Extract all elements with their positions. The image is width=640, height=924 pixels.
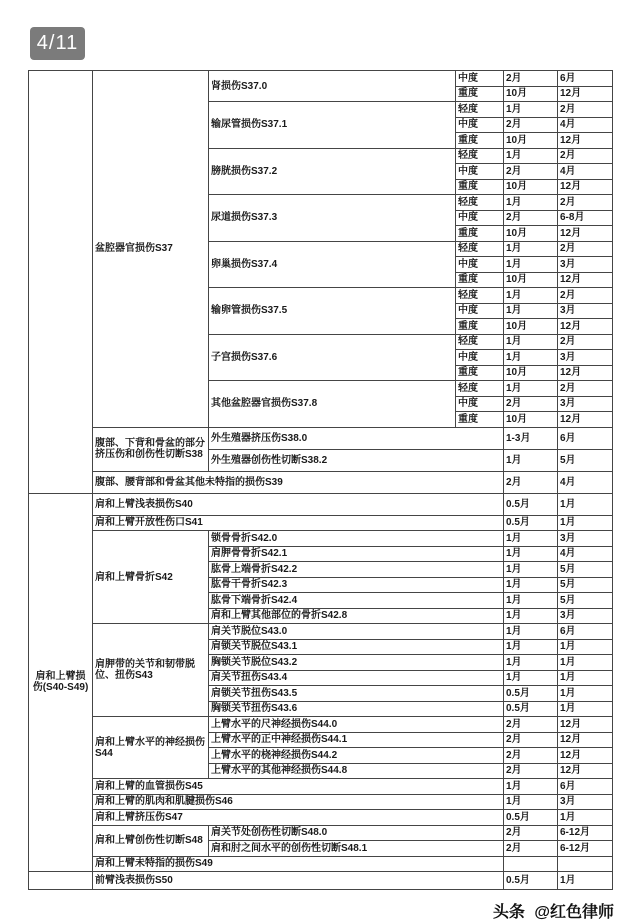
injury-name-cell: 上臂水平的尺神经损伤S44.0	[209, 717, 504, 733]
severity-cell: 中度	[456, 71, 504, 87]
duration-value-cell: 3月	[558, 350, 613, 366]
table-row	[29, 427, 613, 449]
duration-value-cell: 1月	[504, 624, 558, 640]
table-row	[29, 493, 613, 515]
duration-value-cell: 2月	[558, 195, 613, 211]
table-row	[29, 531, 613, 547]
duration-value-cell: 1月	[558, 701, 613, 717]
duration-value-cell: 2月	[558, 334, 613, 350]
injury-name-cell: 肩和肘之间水平的创伤性切断S48.1	[209, 841, 504, 857]
injury-name-cell: 胸锁关节脱位S43.2	[209, 655, 504, 671]
duration-value-cell: 1月	[558, 515, 613, 531]
duration-value-cell	[558, 856, 613, 872]
injury-table	[28, 70, 613, 890]
duration-value-cell: 6月	[558, 624, 613, 640]
duration-value-cell: 3月	[558, 396, 613, 412]
duration-value-cell: 2月	[504, 748, 558, 764]
duration-value-cell: 3月	[558, 531, 613, 547]
duration-value-cell: 1月	[558, 686, 613, 702]
duration-value-cell: 2月	[504, 71, 558, 87]
duration-value-cell: 10月	[504, 226, 558, 242]
subcategory-cell: 肩和上臂的肌肉和肌腱损伤S46	[93, 794, 504, 810]
duration-value-cell: 2月	[558, 102, 613, 118]
duration-value-cell: 5月	[558, 577, 613, 593]
duration-value-cell: 1月	[504, 577, 558, 593]
subcategory-cell: 肩和上臂骨折S42	[93, 531, 209, 624]
duration-value-cell: 2月	[504, 396, 558, 412]
major-category-cell: 肩和上臂损伤(S40-S49)	[29, 493, 93, 872]
subcategory-cell: 肩胛带的关节和韧带脱位、扭伤S43	[93, 624, 209, 717]
table-row	[29, 856, 613, 872]
duration-value-cell: 5月	[558, 593, 613, 609]
severity-cell: 中度	[456, 396, 504, 412]
duration-value-cell: 3月	[558, 608, 613, 624]
duration-value-cell: 2月	[504, 763, 558, 779]
duration-value-cell: 10月	[504, 412, 558, 428]
duration-value-cell: 6-8月	[558, 210, 613, 226]
duration-value-cell: 12月	[558, 763, 613, 779]
duration-value-cell: 6月	[558, 779, 613, 795]
duration-value-cell: 1月	[558, 872, 613, 890]
injury-name-cell: 肱骨下端骨折S42.4	[209, 593, 504, 609]
duration-value-cell: 12月	[558, 717, 613, 733]
duration-value-cell: 1月	[558, 639, 613, 655]
duration-value-cell: 0.5月	[504, 810, 558, 826]
subcategory-cell: 肩和上臂挤压伤S47	[93, 810, 504, 826]
severity-cell: 中度	[456, 210, 504, 226]
severity-cell: 中度	[456, 117, 504, 133]
subcategory-cell: 肩和上臂的血管损伤S45	[93, 779, 504, 795]
duration-value-cell	[504, 856, 558, 872]
duration-value-cell: 1月	[504, 102, 558, 118]
duration-value-cell: 12月	[558, 86, 613, 102]
severity-cell: 重度	[456, 226, 504, 242]
duration-value-cell: 1月	[504, 257, 558, 273]
duration-value-cell: 1月	[558, 655, 613, 671]
duration-value-cell: 6月	[558, 427, 613, 449]
severity-cell: 轻度	[456, 195, 504, 211]
duration-value-cell: 1月	[504, 303, 558, 319]
severity-cell: 重度	[456, 412, 504, 428]
duration-value-cell: 1月	[504, 449, 558, 471]
injury-name-cell: 肩关节脱位S43.0	[209, 624, 504, 640]
duration-value-cell: 12月	[558, 748, 613, 764]
duration-value-cell: 10月	[504, 133, 558, 149]
subcategory-cell: 盆腔器官损伤S37	[93, 71, 209, 428]
duration-value-cell: 1月	[504, 195, 558, 211]
watermark	[493, 899, 614, 922]
duration-value-cell: 3月	[558, 257, 613, 273]
severity-cell: 中度	[456, 164, 504, 180]
injury-name-cell: 上臂水平的桡神经损伤S44.2	[209, 748, 504, 764]
duration-value-cell: 2月	[504, 825, 558, 841]
duration-value-cell: 2月	[504, 210, 558, 226]
duration-value-cell: 1月	[504, 350, 558, 366]
duration-value-cell: 1月	[504, 148, 558, 164]
severity-cell: 重度	[456, 319, 504, 335]
injury-table-body	[29, 71, 613, 890]
duration-value-cell: 1月	[504, 593, 558, 609]
severity-cell: 轻度	[456, 241, 504, 257]
severity-cell: 重度	[456, 272, 504, 288]
severity-cell: 轻度	[456, 334, 504, 350]
table-row	[29, 624, 613, 640]
duration-value-cell: 2月	[504, 732, 558, 748]
injury-name-cell: 肩关节处创伤性切断S48.0	[209, 825, 504, 841]
duration-value-cell: 2月	[504, 717, 558, 733]
duration-value-cell: 10月	[504, 179, 558, 195]
duration-value-cell: 0.5月	[504, 686, 558, 702]
injury-name-cell: 锁骨骨折S42.0	[209, 531, 504, 547]
severity-cell: 重度	[456, 365, 504, 381]
injury-name-cell: 上臂水平的正中神经损伤S44.1	[209, 732, 504, 748]
table-row	[29, 872, 613, 890]
injury-name-cell: 肱骨上端骨折S42.2	[209, 562, 504, 578]
duration-value-cell: 12月	[558, 732, 613, 748]
subcategory-cell: 腹部、下背和骨盆的部分挤压伤和创伤性切断S38	[93, 427, 209, 471]
duration-value-cell: 6月	[558, 71, 613, 87]
injury-name-cell: 输尿管损伤S37.1	[209, 102, 456, 149]
severity-cell: 轻度	[456, 381, 504, 397]
duration-value-cell: 1月	[504, 531, 558, 547]
duration-value-cell: 1月	[504, 639, 558, 655]
subcategory-cell: 腹部、腰背部和骨盆其他未特指的损伤S39	[93, 471, 504, 493]
table-row	[29, 717, 613, 733]
watermark-handle: @红色律师	[534, 904, 614, 921]
duration-value-cell: 12月	[558, 365, 613, 381]
severity-cell: 中度	[456, 257, 504, 273]
duration-value-cell: 1-3月	[504, 427, 558, 449]
duration-value-cell: 12月	[558, 226, 613, 242]
injury-name-cell: 上臂水平的其他神经损伤S44.8	[209, 763, 504, 779]
duration-value-cell: 2月	[504, 841, 558, 857]
watermark-brand: 头条	[492, 904, 525, 921]
injury-name-cell: 输卵管损伤S37.5	[209, 288, 456, 335]
table-container	[28, 70, 613, 890]
severity-cell: 重度	[456, 86, 504, 102]
duration-value-cell: 3月	[558, 303, 613, 319]
severity-cell: 中度	[456, 350, 504, 366]
injury-name-cell: 肩锁关节扭伤S43.5	[209, 686, 504, 702]
duration-value-cell: 12月	[558, 319, 613, 335]
injury-name-cell: 膀胱损伤S37.2	[209, 148, 456, 195]
injury-name-cell: 肩胛骨骨折S42.1	[209, 546, 504, 562]
duration-value-cell: 12月	[558, 272, 613, 288]
duration-value-cell: 2月	[558, 381, 613, 397]
table-row	[29, 515, 613, 531]
table-row	[29, 810, 613, 826]
duration-value-cell: 0.5月	[504, 515, 558, 531]
duration-value-cell: 10月	[504, 86, 558, 102]
duration-value-cell: 6-12月	[558, 841, 613, 857]
injury-name-cell: 肩锁关节脱位S43.1	[209, 639, 504, 655]
duration-value-cell: 10月	[504, 272, 558, 288]
table-row	[29, 794, 613, 810]
duration-value-cell: 1月	[504, 655, 558, 671]
page-number-badge: 4/11	[30, 27, 85, 60]
duration-value-cell: 6-12月	[558, 825, 613, 841]
duration-value-cell: 12月	[558, 179, 613, 195]
injury-name-cell: 肩关节扭伤S43.4	[209, 670, 504, 686]
injury-name-cell: 子宫损伤S37.6	[209, 334, 456, 381]
duration-value-cell: 1月	[558, 493, 613, 515]
subcategory-cell: 肩和上臂创伤性切断S48	[93, 825, 209, 856]
duration-value-cell: 10月	[504, 319, 558, 335]
duration-value-cell: 4月	[558, 471, 613, 493]
subcategory-cell: 肩和上臂开放性伤口S41	[93, 515, 504, 531]
severity-cell: 重度	[456, 179, 504, 195]
duration-value-cell: 2月	[558, 148, 613, 164]
duration-value-cell: 1月	[504, 546, 558, 562]
duration-value-cell: 12月	[558, 412, 613, 428]
duration-value-cell: 3月	[558, 794, 613, 810]
duration-value-cell: 1月	[558, 810, 613, 826]
injury-name-cell: 肾损伤S37.0	[209, 71, 456, 102]
severity-cell: 轻度	[456, 102, 504, 118]
severity-cell: 轻度	[456, 288, 504, 304]
injury-name-cell: 肩和上臂其他部位的骨折S42.8	[209, 608, 504, 624]
duration-value-cell: 0.5月	[504, 872, 558, 890]
subcategory-cell: 前臂浅表损伤S50	[93, 872, 504, 890]
subcategory-cell: 肩和上臂浅表损伤S40	[93, 493, 504, 515]
duration-value-cell: 1月	[504, 241, 558, 257]
duration-value-cell: 12月	[558, 133, 613, 149]
duration-value-cell: 1月	[504, 670, 558, 686]
injury-name-cell: 卵巢损伤S37.4	[209, 241, 456, 288]
severity-cell: 轻度	[456, 148, 504, 164]
duration-value-cell: 0.5月	[504, 701, 558, 717]
duration-value-cell: 4月	[558, 164, 613, 180]
table-row	[29, 825, 613, 841]
severity-cell: 中度	[456, 303, 504, 319]
injury-name-cell: 胸锁关节扭伤S43.6	[209, 701, 504, 717]
duration-value-cell: 5月	[558, 562, 613, 578]
duration-value-cell: 2月	[558, 241, 613, 257]
injury-name-cell: 肱骨干骨折S42.3	[209, 577, 504, 593]
duration-value-cell: 2月	[558, 288, 613, 304]
duration-value-cell: 1月	[504, 288, 558, 304]
duration-value-cell: 1月	[504, 779, 558, 795]
duration-value-cell: 4月	[558, 546, 613, 562]
duration-value-cell: 1月	[558, 670, 613, 686]
table-row	[29, 779, 613, 795]
injury-name-cell: 外生殖器挤压伤S38.0	[209, 427, 504, 449]
injury-name-cell: 其他盆腔器官损伤S37.8	[209, 381, 456, 428]
duration-value-cell: 1月	[504, 334, 558, 350]
duration-value-cell: 4月	[558, 117, 613, 133]
duration-value-cell: 2月	[504, 117, 558, 133]
subcategory-cell: 肩和上臂未特指的损伤S49	[93, 856, 504, 872]
duration-value-cell: 1月	[504, 381, 558, 397]
major-category-cell	[29, 872, 93, 890]
duration-value-cell: 1月	[504, 562, 558, 578]
subcategory-cell: 肩和上臂水平的神经损伤S44	[93, 717, 209, 779]
duration-value-cell: 5月	[558, 449, 613, 471]
injury-name-cell: 外生殖器创伤性切断S38.2	[209, 449, 504, 471]
duration-value-cell: 1月	[504, 608, 558, 624]
duration-value-cell: 0.5月	[504, 493, 558, 515]
duration-value-cell: 2月	[504, 471, 558, 493]
table-row	[29, 71, 613, 87]
table-row	[29, 471, 613, 493]
severity-cell: 重度	[456, 133, 504, 149]
injury-name-cell: 尿道损伤S37.3	[209, 195, 456, 242]
major-category-cell	[29, 71, 93, 494]
duration-value-cell: 10月	[504, 365, 558, 381]
duration-value-cell: 2月	[504, 164, 558, 180]
duration-value-cell: 1月	[504, 794, 558, 810]
